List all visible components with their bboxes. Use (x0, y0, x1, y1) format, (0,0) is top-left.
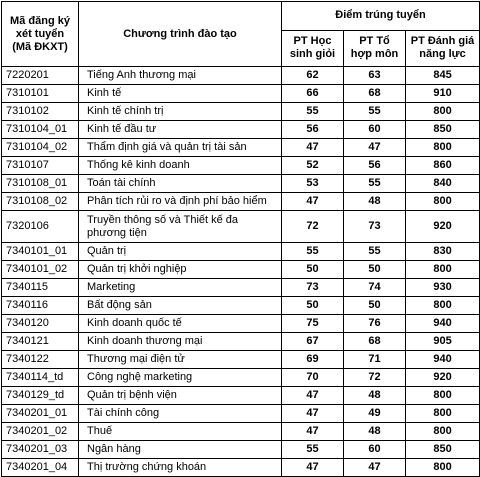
cell-code: 7310102 (2, 103, 79, 121)
cell-score-c: 920 (406, 369, 480, 387)
cell-score-c: 860 (406, 157, 480, 175)
cell-program: Quản trị bệnh viện (79, 387, 282, 405)
cell-score-b: 76 (344, 315, 406, 333)
table-row (2, 121, 480, 139)
cell-score-b: 47 (344, 139, 406, 157)
cell-program: Quản trị khởi nghiệp (79, 261, 282, 279)
cell-score-c: 830 (406, 243, 480, 261)
cell-code: 7340116 (2, 297, 79, 315)
cell-score-b: 50 (344, 297, 406, 315)
table-row (2, 211, 480, 243)
table-row (2, 175, 480, 193)
cell-score-a: 67 (282, 333, 344, 351)
cell-score-c: 845 (406, 67, 480, 85)
cell-score-b: 60 (344, 121, 406, 139)
table-row (2, 243, 480, 261)
table-row (2, 423, 480, 441)
table-row (2, 405, 480, 423)
cell-score-a: 70 (282, 369, 344, 387)
cell-program: Thương mại điện tử (79, 351, 282, 369)
cell-code: 7340115 (2, 279, 79, 297)
cell-score-c: 800 (406, 405, 480, 423)
cell-score-a: 47 (282, 387, 344, 405)
header-score-a: PT Học sinh giỏi (282, 30, 344, 66)
cell-program: Kinh doanh quốc tế (79, 315, 282, 333)
cell-code: 7340120 (2, 315, 79, 333)
cell-program: Thẩm định giá và quản trị tài sản (79, 139, 282, 157)
header-program: Chương trình đào tạo (79, 2, 282, 67)
cell-score-c: 800 (406, 459, 480, 477)
cell-program: Truyền thông số và Thiết kế đa phương tiện (79, 211, 282, 243)
cell-score-a: 47 (282, 193, 344, 211)
cell-code: 7340121 (2, 333, 79, 351)
header-code: Mã đăng ký xét tuyển (Mã ĐKXT) (2, 2, 79, 67)
cell-code: 7310107 (2, 157, 79, 175)
cell-score-b: 68 (344, 85, 406, 103)
table-row (2, 387, 480, 405)
cell-program: Kinh tế đầu tư (79, 121, 282, 139)
cell-score-a: 66 (282, 85, 344, 103)
cell-score-c: 940 (406, 351, 480, 369)
cell-score-b: 47 (344, 459, 406, 477)
table-row (2, 459, 480, 477)
cell-code: 7340201_03 (2, 441, 79, 459)
table-body (2, 67, 480, 477)
cell-score-c: 800 (406, 297, 480, 315)
cell-score-c: 840 (406, 175, 480, 193)
cell-program: Công nghệ marketing (79, 369, 282, 387)
cell-score-c: 800 (406, 423, 480, 441)
cell-score-a: 55 (282, 243, 344, 261)
cell-score-a: 50 (282, 261, 344, 279)
cell-score-a: 55 (282, 441, 344, 459)
table-row (2, 193, 480, 211)
cell-program: Phân tích rủi ro và định phí bảo hiểm (79, 193, 282, 211)
cell-score-c: 800 (406, 387, 480, 405)
header-score-group: Điểm trúng tuyển (282, 2, 480, 31)
cell-code: 7340129_td (2, 387, 79, 405)
cell-code: 7340101_01 (2, 243, 79, 261)
cell-score-b: 73 (344, 211, 406, 243)
cell-score-c: 920 (406, 211, 480, 243)
cell-program: Kinh tế chính trị (79, 103, 282, 121)
cell-score-c: 930 (406, 279, 480, 297)
cell-score-a: 73 (282, 279, 344, 297)
table-row (2, 333, 480, 351)
table-row (2, 103, 480, 121)
cell-score-a: 52 (282, 157, 344, 175)
cell-score-a: 47 (282, 139, 344, 157)
cell-score-b: 55 (344, 103, 406, 121)
cell-score-b: 48 (344, 423, 406, 441)
cell-score-a: 56 (282, 121, 344, 139)
cell-score-a: 47 (282, 405, 344, 423)
admission-scores-table (1, 1, 480, 477)
cell-code: 7320106 (2, 211, 79, 243)
cell-score-a: 69 (282, 351, 344, 369)
cell-score-a: 50 (282, 297, 344, 315)
table-row (2, 441, 480, 459)
table-row (2, 157, 480, 175)
cell-score-a: 62 (282, 67, 344, 85)
table-row (2, 67, 480, 85)
cell-program: Kinh tế (79, 85, 282, 103)
cell-program: Bất động sản (79, 297, 282, 315)
cell-program: Toán tài chính (79, 175, 282, 193)
cell-score-a: 47 (282, 423, 344, 441)
cell-score-b: 56 (344, 157, 406, 175)
cell-code: 7340122 (2, 351, 79, 369)
cell-score-c: 800 (406, 139, 480, 157)
table-row (2, 261, 480, 279)
cell-score-b: 72 (344, 369, 406, 387)
cell-code: 7340201_04 (2, 459, 79, 477)
cell-score-a: 53 (282, 175, 344, 193)
cell-code: 7340201_01 (2, 405, 79, 423)
cell-program: Thuế (79, 423, 282, 441)
cell-score-b: 48 (344, 387, 406, 405)
cell-score-c: 905 (406, 333, 480, 351)
cell-program: Thống kê kinh doanh (79, 157, 282, 175)
cell-score-a: 55 (282, 103, 344, 121)
cell-program: Ngân hàng (79, 441, 282, 459)
header-score-b: PT Tổ hợp môn (344, 30, 406, 66)
table-row (2, 85, 480, 103)
cell-program: Quản trị (79, 243, 282, 261)
cell-program: Thị trường chứng khoán (79, 459, 282, 477)
cell-program: Marketing (79, 279, 282, 297)
cell-score-a: 75 (282, 315, 344, 333)
cell-code: 7220201 (2, 67, 79, 85)
cell-score-c: 800 (406, 261, 480, 279)
cell-score-b: 63 (344, 67, 406, 85)
table-row (2, 139, 480, 157)
cell-score-b: 74 (344, 279, 406, 297)
cell-score-b: 55 (344, 175, 406, 193)
cell-score-b: 71 (344, 351, 406, 369)
cell-code: 7310108_01 (2, 175, 79, 193)
cell-score-c: 940 (406, 315, 480, 333)
cell-code: 7310104_01 (2, 121, 79, 139)
cell-program: Tiếng Anh thương mại (79, 67, 282, 85)
cell-score-c: 800 (406, 103, 480, 121)
header-score-c: PT Đánh giá năng lực (406, 30, 480, 66)
cell-score-b: 49 (344, 405, 406, 423)
cell-score-b: 68 (344, 333, 406, 351)
cell-score-b: 50 (344, 261, 406, 279)
cell-score-a: 72 (282, 211, 344, 243)
cell-score-b: 60 (344, 441, 406, 459)
table-row (2, 297, 480, 315)
cell-score-b: 55 (344, 243, 406, 261)
cell-score-c: 800 (406, 193, 480, 211)
cell-score-a: 47 (282, 459, 344, 477)
cell-code: 7310104_02 (2, 139, 79, 157)
cell-score-c: 850 (406, 441, 480, 459)
table-row (2, 279, 480, 297)
cell-score-c: 910 (406, 85, 480, 103)
cell-code: 7340114_td (2, 369, 79, 387)
table-row (2, 351, 480, 369)
table-row (2, 315, 480, 333)
cell-code: 7340201_02 (2, 423, 79, 441)
cell-score-b: 48 (344, 193, 406, 211)
cell-program: Tài chính công (79, 405, 282, 423)
cell-code: 7310108_02 (2, 193, 79, 211)
cell-score-c: 850 (406, 121, 480, 139)
cell-program: Kinh doanh thương mại (79, 333, 282, 351)
table-row (2, 369, 480, 387)
cell-code: 7310101 (2, 85, 79, 103)
cell-code: 7340101_02 (2, 261, 79, 279)
